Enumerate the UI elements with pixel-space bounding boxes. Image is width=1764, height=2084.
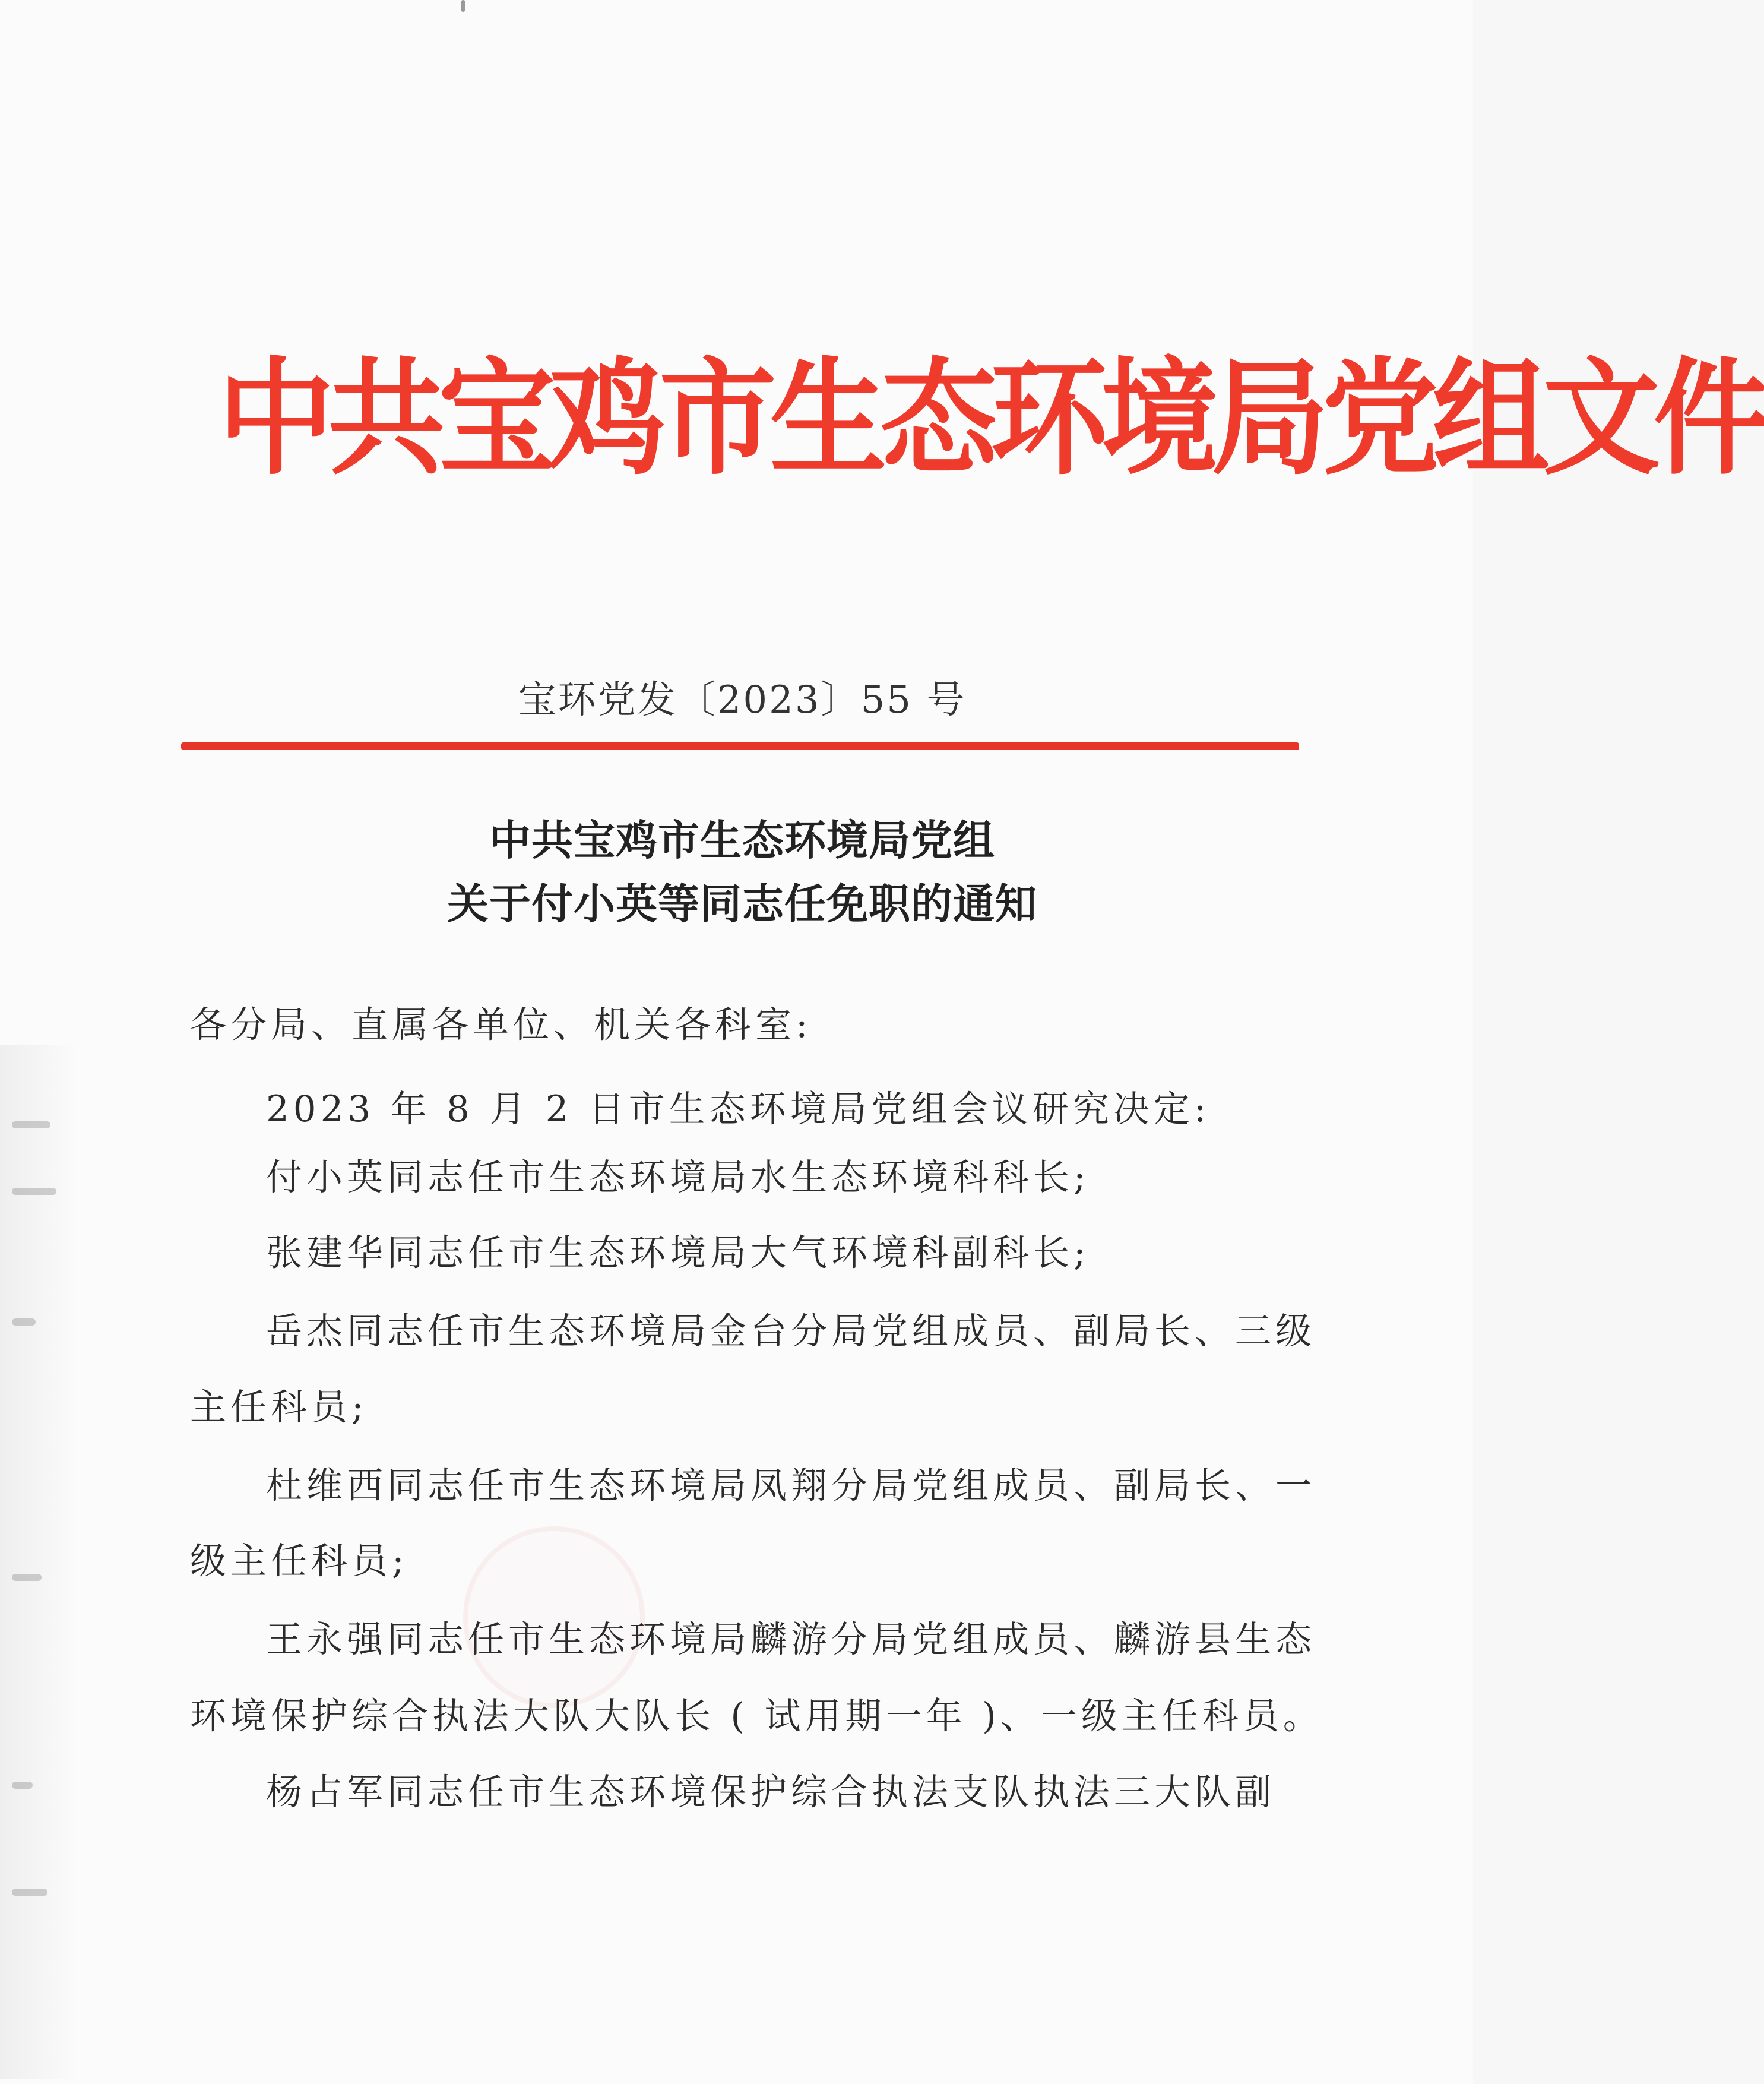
appointment-continuation-line: 主任科员; (190, 1386, 368, 1428)
addressee-line: 各分局、直属各单位、机关各科室: (190, 1004, 812, 1046)
document-number: 宝环党发〔2023〕55 号 (518, 678, 967, 722)
red-separator-rule (181, 742, 1299, 750)
paper-edge-mark (12, 1188, 56, 1195)
appointment-line: 王永强同志任市生态环境局麟游分局党组成员、麟游县生态 (266, 1618, 1316, 1661)
document-masthead: 中共宝鸡市生态环境局党组文件 (217, 345, 1764, 492)
notice-title-line: 关于付小英等同志任免职的通知 (447, 880, 1037, 928)
notice-title-line: 中共宝鸡市生态环境局党组 (489, 816, 995, 865)
paper-edge-shadow (0, 1045, 77, 2079)
appointment-line: 杨占军同志任市生态环境保护综合执法支队执法三大队副 (266, 1771, 1276, 1813)
paper-edge-mark (12, 1318, 36, 1326)
paper-edge-mark (12, 1889, 47, 1896)
paper-edge-mark (12, 1574, 42, 1581)
paper-edge-mark (12, 1121, 50, 1128)
appointment-line: 岳杰同志任市生态环境局金台分局党组成员、副局长、三级 (266, 1310, 1316, 1352)
appointment-continuation-line: 级主任科员; (190, 1540, 408, 1582)
paper-edge-mark (12, 1782, 33, 1789)
appointment-line: 付小英同志任市生态环境局水生态环境科科长; (266, 1156, 1090, 1198)
appointment-line: 张建华同志任市生态环境局大气环境科副科长; (266, 1232, 1090, 1274)
scan-mark (461, 0, 465, 12)
decision-intro-line: 2023 年 8 月 2 日市生态环境局党组会议研究决定: (266, 1088, 1211, 1130)
appointment-line: 杜维西同志任市生态环境局凤翔分局党组成员、副局长、一 (266, 1465, 1316, 1507)
appointment-continuation-line: 环境保护综合执法大队大队长 ( 试用期一年 )、一级主任科员。 (190, 1695, 1323, 1737)
